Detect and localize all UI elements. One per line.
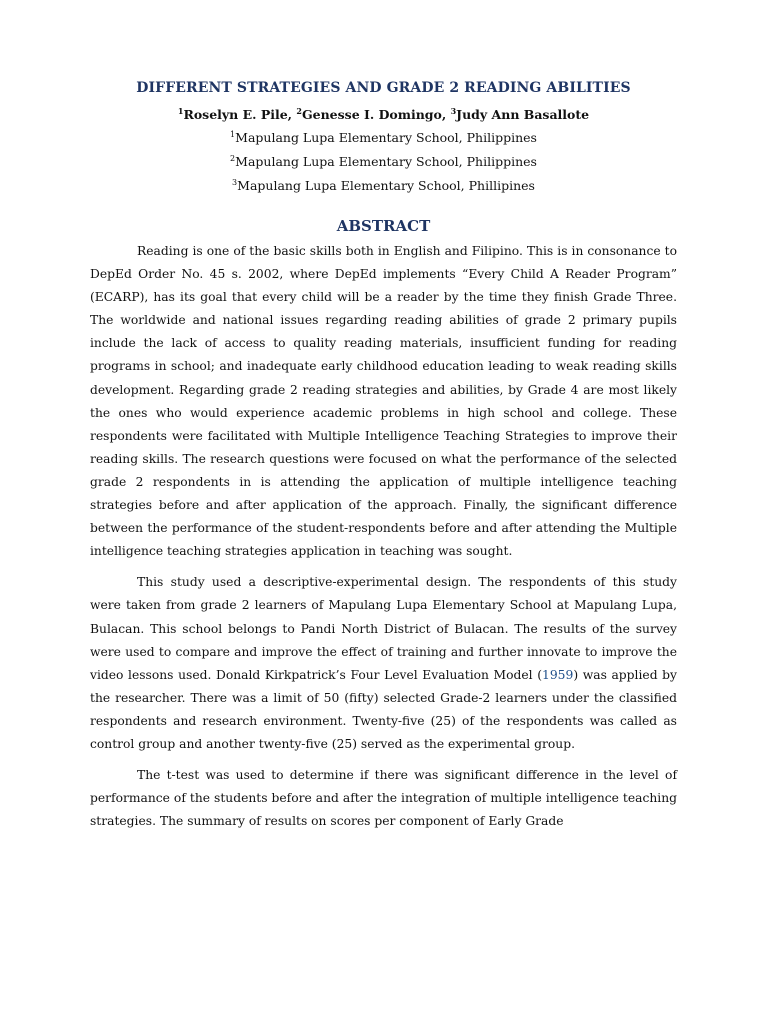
affiliation-2-text: Mapulang Lupa Elementary School, Philippines <box>235 154 537 169</box>
citation-year: 1959 <box>542 667 574 682</box>
affiliation-2-superscript: 2 <box>230 154 236 163</box>
abstract-paragraph-3: The t-test was used to determine if there was significant difference in the level of performance of the students before and after the integration of multiple intelligence teaching strategies. The summary of results on scores per component of Early Grade <box>90 768 677 829</box>
affiliation-1-superscript: 1 <box>230 130 236 139</box>
paragraph-2-text-b: ) was applied by the researcher. There was a limit of 50 (fifty) selected Grade-2 learners under the classified respondents and research environment. Twenty-five (25) of the respondents was called as control group and another twenty-five (25) served as the experimental group. <box>90 667 677 751</box>
author-2-name: Genesse I. Domingo, <box>301 107 451 122</box>
abstract-paragraph-1: Reading is one of the basic skills both in English and Filipino. This is in consonance to DepEd Order No. 45 s. 2002, where DepEd implements “Every Child A Reader Program” (ECARP), has its goal that every child will be a reader by the time they finish Grade Three. The worldwide and national issues regarding reading abilities of grade 2 primary pupils include the lack of access to quality reading materials, insufficient funding for reading programs in school; and inadequate early childhood education leading to weak reading skills development. Regarding grade 2 reading strategies and abilities, by Grade 4 are most likely the ones who would experience academic problems in high school and college. These respondents were facilitated with Multiple Intelligence Teaching Strategies to improve their reading skills. The research questions were focused on what the performance of the selected grade 2 respondents in is attending the application of multiple intelligence teaching strategies before and after application of the approach. Finally, the significant difference between the performance of the student-respondents before and after attending the Multiple intelligence teaching strategies application in teaching was sought. <box>90 244 677 559</box>
abstract-heading: ABSTRACT <box>336 217 431 235</box>
author-1-name: Roselyn E. Pile, <box>183 107 297 122</box>
affiliation-3-text: Mapulang Lupa Elementary School, Phillipines <box>237 178 535 193</box>
affiliation-1 <box>90 126 677 150</box>
paragraph-2-text-a: This study used a descriptive-experimental design. The respondents of this study were taken from grade 2 learners of Mapulang Lupa Elementary School at Mapulang Lupa, Bulacan. This school belongs to Pandi North District of Bulacan. The results of the survey were used to compare and improve the effect of training and further innovate to improve the video lessons used. Donald Kirkpatrick’s Four Level Evaluation Model ( <box>90 575 677 682</box>
author-3-superscript: 3 <box>450 106 457 116</box>
affiliation-1-text: Mapulang Lupa Elementary School, Philippines <box>235 130 537 145</box>
affiliation-3 <box>90 174 677 198</box>
author-3-name: Judy Ann Basallote <box>456 107 590 122</box>
author-list <box>90 104 677 126</box>
paper-page <box>90 76 677 841</box>
author-1-superscript: 1 <box>177 106 184 116</box>
affiliation-2 <box>90 150 677 174</box>
abstract-paragraph-2 <box>90 571 677 756</box>
affiliation-3-superscript: 3 <box>232 178 238 187</box>
paper-title: DIFFERENT STRATEGIES AND GRADE 2 READING ABILITIES <box>136 80 631 96</box>
author-2-superscript: 2 <box>296 106 302 116</box>
